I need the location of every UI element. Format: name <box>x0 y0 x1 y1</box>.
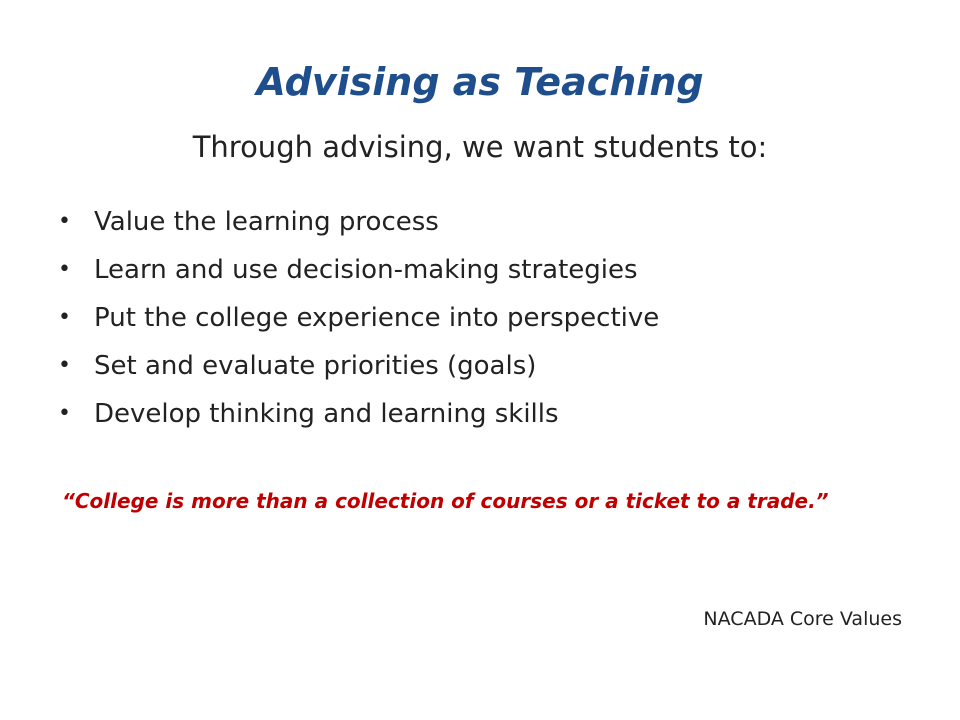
bullet-text: Learn and use decision-making strategies <box>94 255 638 285</box>
slide-subtitle: Through advising, we want students to: <box>192 130 768 164</box>
bullet-item <box>58 390 918 438</box>
bullet-text: Value the learning process <box>94 207 439 237</box>
quote-source: NACADA Core Values <box>703 608 902 630</box>
bullet-dot-icon: • <box>58 257 71 282</box>
bullet-item <box>58 294 918 342</box>
slide-title: Advising as Teaching <box>256 60 704 104</box>
bullet-dot-icon: • <box>58 305 71 330</box>
bullet-dot-icon: • <box>58 401 71 426</box>
bullet-dot-icon: • <box>58 353 71 378</box>
bullet-dot-icon: • <box>58 209 71 234</box>
bullet-text: Put the college experience into perspective <box>94 303 660 333</box>
bullet-text: Set and evaluate priorities (goals) <box>94 351 537 381</box>
bullet-item <box>58 342 918 390</box>
bullet-list <box>58 198 918 438</box>
bullet-item <box>58 246 918 294</box>
bullet-item <box>58 198 918 246</box>
quote-text: “College is more than a collection of courses or a ticket to a trade.” <box>62 489 829 513</box>
bullet-text: Develop thinking and learning skills <box>94 399 559 429</box>
